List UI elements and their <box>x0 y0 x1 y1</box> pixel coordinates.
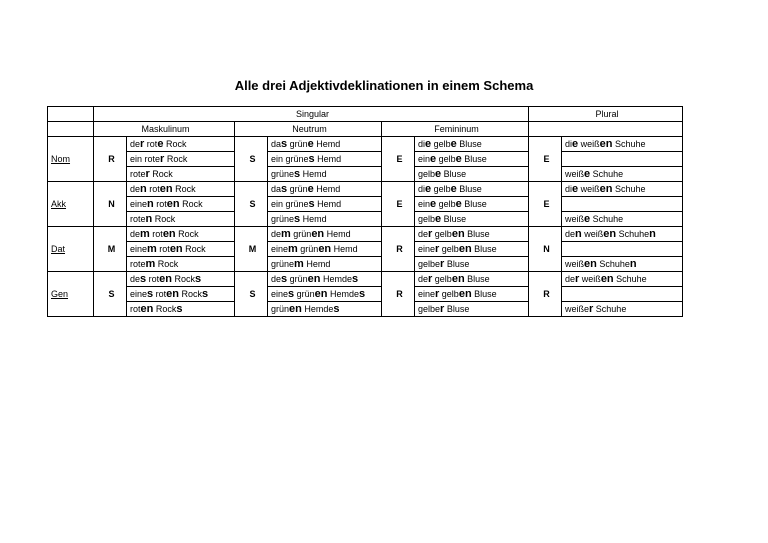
singular-header: Singular <box>94 107 529 122</box>
phrase-text: Bluse <box>456 183 482 194</box>
phrase-text: Bluse <box>456 138 482 149</box>
phrase-text: Hemde <box>327 288 360 299</box>
ending-text: en <box>159 272 172 285</box>
phrase-text: gelbe <box>418 258 441 269</box>
table-row <box>48 287 683 302</box>
phrase-text: eine <box>271 288 289 299</box>
ending-letter: S <box>235 137 268 182</box>
phrase-text: Rock <box>153 303 177 314</box>
phrase-cell <box>562 152 683 167</box>
phrase-text: Rock <box>172 273 196 284</box>
phrase-cell <box>562 242 683 257</box>
ending-text: en <box>600 272 614 285</box>
phrase-text: de <box>565 228 576 239</box>
phrase-text: di <box>565 138 573 149</box>
table-row <box>48 212 683 227</box>
ending-letter: R <box>382 227 415 272</box>
ending-text: e <box>450 137 457 150</box>
phrase-text: gelb <box>432 228 452 239</box>
phrase-text: Bluse <box>461 153 487 164</box>
table-row <box>48 272 683 287</box>
phrase-text: Bluse <box>461 198 487 209</box>
ending-text: s <box>281 272 288 285</box>
phrase-cell <box>127 137 235 152</box>
phrase-text: di <box>418 138 426 149</box>
phrase-text: ein grüne <box>271 153 309 164</box>
phrase-text: eine <box>271 243 289 254</box>
ending-text: n <box>575 227 582 240</box>
ending-letter: E <box>529 182 562 227</box>
ending-text: e <box>430 152 437 165</box>
phrase-text: Schuhe <box>613 273 647 284</box>
ending-text: r <box>440 302 445 315</box>
phrase-text: weiß <box>565 168 585 179</box>
ending-text: s <box>359 287 366 300</box>
phrase-text: Bluse <box>441 213 467 224</box>
ending-text: s <box>281 137 288 150</box>
case-label: Gen <box>48 272 94 317</box>
ending-text: en <box>166 287 179 300</box>
phrase-text: gelb <box>439 288 459 299</box>
phrase-cell <box>415 302 529 317</box>
phrase-text: gelb <box>439 243 459 254</box>
phrase-cell <box>562 197 683 212</box>
ending-text: en <box>140 302 154 315</box>
phrase-text: grün <box>271 303 290 314</box>
phrase-text: grüne <box>271 168 295 179</box>
ending-text: e <box>572 182 579 195</box>
phrase-text: Hemd <box>314 153 342 164</box>
ending-text: s <box>147 287 154 300</box>
phrase-text: de <box>130 183 141 194</box>
phrase-cell <box>415 197 529 212</box>
table-row <box>48 182 683 197</box>
phrase-cell <box>127 272 235 287</box>
ending-text: s <box>294 212 301 225</box>
phrase-text: eine <box>130 243 148 254</box>
ending-text: s <box>308 197 315 210</box>
phrase-text: Rock <box>179 288 203 299</box>
ending-text: e <box>584 212 591 225</box>
ending-text: m <box>288 242 298 255</box>
ending-text: e <box>425 182 432 195</box>
ending-text: n <box>147 197 154 210</box>
phrase-text: gelb <box>436 153 456 164</box>
ending-text: s <box>294 167 301 180</box>
ending-text: e <box>435 212 442 225</box>
phrase-cell <box>415 227 529 242</box>
phrase-cell <box>415 272 529 287</box>
ending-letter: S <box>94 272 127 317</box>
ending-text: e <box>307 137 314 150</box>
corner-cell <box>48 107 94 122</box>
phrase-cell <box>562 227 683 242</box>
case-label: Dat <box>48 227 94 272</box>
phrase-text: Schuhe <box>612 138 646 149</box>
ending-text: r <box>435 242 440 255</box>
ending-text: e <box>455 197 462 210</box>
ending-text: e <box>157 137 164 150</box>
phrase-text: Bluse <box>471 288 497 299</box>
phrase-text: weiße <box>565 303 590 314</box>
phrase-text: ein <box>418 198 431 209</box>
ending-text: en <box>307 272 321 285</box>
phrase-cell <box>415 287 529 302</box>
ending-text: s <box>281 182 288 195</box>
phrase-text: ein <box>418 153 431 164</box>
phrase-text: de <box>271 273 282 284</box>
phrase-text: de <box>271 228 282 239</box>
phrase-cell <box>268 242 382 257</box>
phrase-cell <box>268 227 382 242</box>
phrase-cell <box>268 287 382 302</box>
ending-text: e <box>455 152 462 165</box>
phrase-cell <box>562 287 683 302</box>
neutrum-header: Neutrum <box>235 122 382 137</box>
phrase-text: Schuhe <box>612 183 646 194</box>
phrase-text: weiß <box>578 138 600 149</box>
phrase-cell <box>268 137 382 152</box>
ending-text: r <box>589 302 594 315</box>
phrase-cell <box>127 182 235 197</box>
phrase-text: gelbe <box>418 303 441 314</box>
phrase-cell <box>562 167 683 182</box>
ending-letter: R <box>382 272 415 317</box>
ending-text: en <box>289 302 302 315</box>
ending-text: m <box>281 227 291 240</box>
phrase-cell <box>127 167 235 182</box>
ending-text: en <box>159 182 173 195</box>
phrase-text: de <box>130 273 141 284</box>
table-row <box>48 227 683 242</box>
phrase-text: rot <box>156 243 170 254</box>
phrase-text: grün <box>287 183 308 194</box>
ending-text: n <box>140 182 147 195</box>
phrase-text: weiß <box>579 273 601 284</box>
ending-letter: E <box>382 182 415 227</box>
phrase-text: Schuhe <box>590 213 624 224</box>
phrase-cell <box>268 257 382 272</box>
phrase-cell <box>415 137 529 152</box>
ending-text: r <box>428 272 433 285</box>
phrase-cell <box>268 272 382 287</box>
phrase-text: rot <box>130 303 141 314</box>
ending-text: n <box>629 257 637 270</box>
table-row <box>48 137 683 152</box>
phrase-text: rot <box>146 273 160 284</box>
phrase-text: de <box>418 228 429 239</box>
ending-letter: E <box>382 137 415 182</box>
phrase-text: eine <box>130 198 148 209</box>
phrase-text: rot <box>149 228 163 239</box>
table-row <box>48 152 683 167</box>
ending-text: s <box>195 272 202 285</box>
phrase-cell <box>415 242 529 257</box>
phrase-text: da <box>271 183 282 194</box>
phrase-text: grün <box>290 228 312 239</box>
phrase-cell <box>562 272 683 287</box>
phrase-text: da <box>271 138 282 149</box>
phrase-text: grüne <box>271 213 295 224</box>
table-row <box>48 197 683 212</box>
phrase-text: gelb <box>432 273 452 284</box>
phrase-cell <box>415 182 529 197</box>
phrase-text: grüne <box>271 258 295 269</box>
phrase-cell <box>268 182 382 197</box>
phrase-text: eine <box>130 288 148 299</box>
phrase-text: Hemde <box>320 273 353 284</box>
phrase-text: grün <box>287 138 308 149</box>
ending-text: s <box>333 302 340 315</box>
phrase-cell <box>127 227 235 242</box>
phrase-text: Hemd <box>331 243 358 254</box>
maskulinum-header: Maskulinum <box>94 122 235 137</box>
ending-text: en <box>599 182 613 195</box>
phrase-text: Bluse <box>441 168 467 179</box>
femininum-header: Femininum <box>382 122 529 137</box>
ending-text: s <box>308 152 315 165</box>
phrase-text: rot <box>144 138 158 149</box>
phrase-cell <box>268 167 382 182</box>
phrase-cell <box>415 152 529 167</box>
phrase-text: Hemde <box>301 303 334 314</box>
ending-text: r <box>140 137 145 150</box>
ending-letter: R <box>94 137 127 182</box>
phrase-cell <box>127 302 235 317</box>
phrase-text: Rock <box>182 243 206 254</box>
ending-text: en <box>603 227 617 240</box>
ending-text: s <box>140 272 147 285</box>
phrase-text: Bluse <box>471 243 497 254</box>
phrase-text: de <box>565 273 576 284</box>
ending-text: en <box>458 242 472 255</box>
phrase-text: rot <box>153 288 167 299</box>
table-row <box>48 302 683 317</box>
phrase-text: Rock <box>175 228 199 239</box>
phrase-cell <box>127 197 235 212</box>
ending-text: r <box>575 272 580 285</box>
phrase-text: weiß <box>565 258 585 269</box>
ending-text: s <box>176 302 183 315</box>
phrase-text: Schuhe <box>596 258 630 269</box>
phrase-text: eine <box>418 288 436 299</box>
phrase-text: Rock <box>164 153 188 164</box>
phrase-cell <box>127 242 235 257</box>
phrase-text: Bluse <box>444 303 470 314</box>
phrase-cell <box>415 167 529 182</box>
phrase-text: de <box>130 138 141 149</box>
ending-text: e <box>307 182 314 195</box>
phrase-text: Bluse <box>464 228 490 239</box>
phrase-cell <box>268 152 382 167</box>
ending-letter: E <box>529 137 562 182</box>
phrase-text: Hemd <box>314 198 342 209</box>
plural-gender-empty <box>529 122 683 137</box>
phrase-text: grün <box>287 273 308 284</box>
phrase-text: weiß <box>565 213 585 224</box>
phrase-text: Hemd <box>324 228 351 239</box>
ending-letter: M <box>94 227 127 272</box>
ending-letter: N <box>529 227 562 272</box>
declension-table <box>47 106 683 317</box>
phrase-text: Rock <box>172 183 196 194</box>
ending-text: en <box>166 197 180 210</box>
phrase-cell <box>415 257 529 272</box>
ending-text: r <box>145 167 150 180</box>
ending-letter: S <box>235 272 268 317</box>
phrase-text: Rock <box>149 168 173 179</box>
ending-text: en <box>458 287 472 300</box>
ending-text: n <box>145 212 153 225</box>
phrase-text: rote <box>130 168 146 179</box>
ending-text: e <box>435 167 442 180</box>
phrase-text: gelb <box>431 183 451 194</box>
phrase-cell <box>127 212 235 227</box>
phrase-cell <box>562 137 683 152</box>
phrase-cell <box>268 197 382 212</box>
phrase-cell <box>562 212 683 227</box>
phrase-text: Hemd <box>300 168 327 179</box>
phrase-text: Bluse <box>444 258 470 269</box>
ending-text: en <box>451 272 465 285</box>
ending-text: e <box>425 137 432 150</box>
phrase-cell <box>562 182 683 197</box>
ending-text: n <box>649 227 656 240</box>
phrase-text: ein grüne <box>271 198 309 209</box>
phrase-cell <box>127 257 235 272</box>
phrase-text: de <box>130 228 141 239</box>
phrase-cell <box>268 212 382 227</box>
phrase-text: Hemd <box>303 258 331 269</box>
ending-text: e <box>584 167 591 180</box>
phrase-text: de <box>418 273 429 284</box>
phrase-cell <box>415 212 529 227</box>
phrase-text: rot <box>146 183 160 194</box>
ending-text: e <box>572 137 579 150</box>
phrase-text: rote <box>130 213 146 224</box>
phrase-text: eine <box>418 243 436 254</box>
phrase-text: weiß <box>578 183 600 194</box>
phrase-text: Schuhe <box>593 303 627 314</box>
ending-text: r <box>440 257 445 270</box>
phrase-text: grün <box>297 243 319 254</box>
phrase-cell <box>268 302 382 317</box>
phrase-text: rot <box>153 198 167 209</box>
phrase-text: gelb <box>436 198 456 209</box>
phrase-text: grün <box>294 288 315 299</box>
ending-text: e <box>450 182 457 195</box>
plural-header: Plural <box>529 107 683 122</box>
table-row <box>48 257 683 272</box>
ending-text: m <box>140 227 150 240</box>
ending-text: en <box>599 137 613 150</box>
ending-text: en <box>169 242 183 255</box>
ending-text: m <box>145 257 156 270</box>
phrase-text: di <box>565 183 573 194</box>
phrase-text: di <box>418 183 426 194</box>
ending-text: en <box>162 227 176 240</box>
corner-cell <box>48 122 94 137</box>
phrase-text: Schuhe <box>616 228 650 239</box>
ending-text: en <box>584 257 597 270</box>
phrase-text: Hemd <box>300 213 327 224</box>
phrase-cell <box>562 257 683 272</box>
ending-text: en <box>318 242 332 255</box>
phrase-text: gelb <box>418 213 436 224</box>
phrase-text: gelb <box>431 138 451 149</box>
phrase-text: Rock <box>155 258 179 269</box>
phrase-text: Bluse <box>464 273 490 284</box>
document-title: Alle drei Adjektivdeklinationen in einem Schema <box>234 78 534 93</box>
phrase-text: Rock <box>163 138 187 149</box>
phrase-cell <box>127 152 235 167</box>
ending-letter: N <box>94 182 127 227</box>
ending-text: e <box>430 197 437 210</box>
ending-text: m <box>147 242 157 255</box>
ending-text: s <box>352 272 359 285</box>
ending-text: r <box>428 227 433 240</box>
phrase-text: rote <box>130 258 146 269</box>
phrase-text: weiß <box>581 228 604 239</box>
ending-letter: R <box>529 272 562 317</box>
ending-text: s <box>202 287 209 300</box>
case-label: Akk <box>48 182 94 227</box>
ending-text: en <box>314 287 328 300</box>
ending-text: s <box>288 287 295 300</box>
phrase-text: gelb <box>418 168 436 179</box>
phrase-text: Rock <box>152 213 176 224</box>
table-row <box>48 167 683 182</box>
phrase-cell <box>562 302 683 317</box>
ending-text: r <box>160 152 165 165</box>
ending-letter: S <box>235 182 268 227</box>
phrase-text: Hemd <box>313 183 341 194</box>
table-row <box>48 242 683 257</box>
phrase-text: Rock <box>179 198 203 209</box>
phrase-text: Schuhe <box>590 168 624 179</box>
phrase-text: Hemd <box>313 138 341 149</box>
ending-text: m <box>294 257 304 270</box>
phrase-text: ein rote <box>130 153 161 164</box>
ending-text: en <box>451 227 465 240</box>
case-label: Nom <box>48 137 94 182</box>
ending-letter: M <box>235 227 268 272</box>
phrase-cell <box>127 287 235 302</box>
ending-text: r <box>435 287 440 300</box>
ending-text: en <box>311 227 325 240</box>
